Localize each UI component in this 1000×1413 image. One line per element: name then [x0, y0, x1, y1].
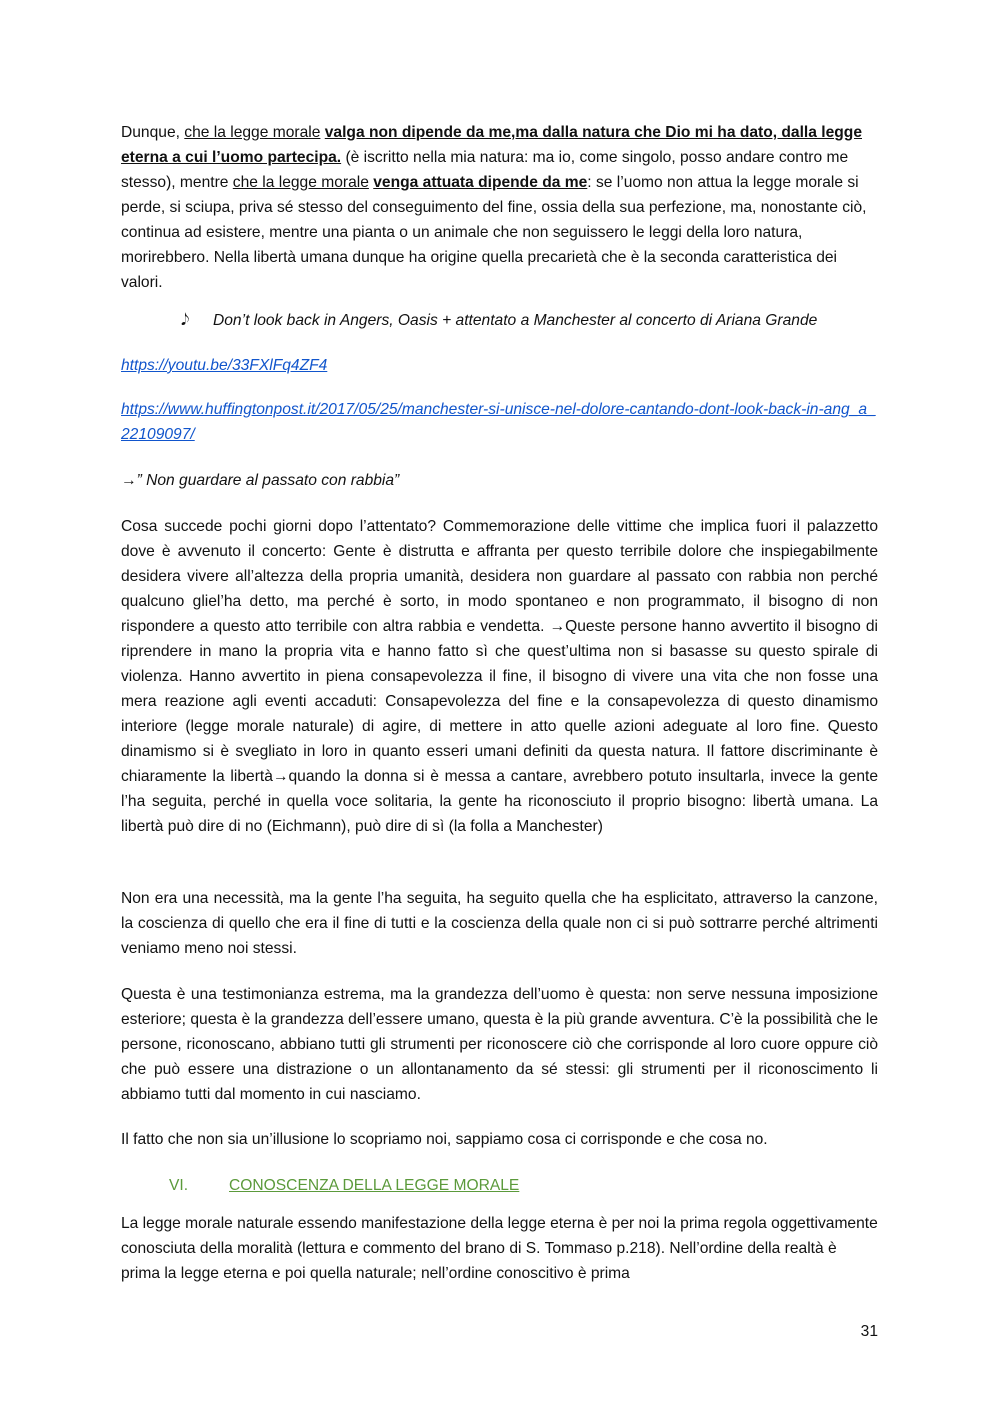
paragraph-testimonianza: Questa è una testimonianza estrema, ma la grandezza dell’uomo è questa: non serve nessuna imposizione esteriore; questa è la grandezza dell’essere umano, questa è la più grande avventura. C’è la possibilità che le persone, riconoscano, abbiano tutti gli strumenti per riconoscere ciò che corrisponde al loro cuore oppure ciò che può essere una distrazione o un allontanamento da sé stessi: gli strumenti per il riconoscimento li abbiamo tutti dal momento in cui nasciamo.: [121, 986, 878, 1103]
underlined-text: che la legge morale: [232, 174, 369, 191]
text-run: Dunque,: [121, 124, 185, 141]
paragraph-commemorazione: Cosa succede pochi giorni dopo l’attentato? Commemorazione delle vittime che implica fuori il palazzetto dove è avvenuto il concerto: Gente è distrutta e affranta per questo terribile dolore che inspiegabilmente desidera vivere all’altezza della propria umanità, desidera non guardare al passato con rabbia non perché qualcuno gliel’ha detto, ma perché è sorto, in modo spontaneo e non programmato, il bisogno di non rispondere a questo atto terribile con altra rabbia e vendetta. →Queste persone hanno avvertito il bisogno di riprendere in mano la propria vita e hanno fatto sì che quest’ultima non si basasse su questo spirale di violenza. Hanno avvertito in piena consapevolezza il fine, il bisogno di vivere una vita che non fosse una mera reazione agli eventi accaduti: Consapevolezza del fine e la consapevolezza di questo dinamismo interiore (legge morale naturale) di agire, di mettere in atto quelle azioni adeguate al loro fine. Questo dinamismo si è svegliato in loro in quanto esseri umani definiti da questa natura. Il fattore discriminante è chiaramente la libertà→quando la donna si è messa a cantare, avrebbero potuto insultarla, invece la gente l’ha seguita, perché in quella voce solitaria, la gente ha riconosciuto il proprio bisogno: libertà umana. La libertà può dire di no (Eichmann), può dire di sì (la folla a Manchester): [121, 518, 878, 835]
music-note-icon: 𝅘𝅥𝅮: [181, 312, 190, 329]
text-run: (è iscritto nella mia natura: ma io, come singolo, posso andare contro me stesso), mentre: [121, 149, 849, 191]
song-title: Don’t look back in Angers, Oasis + attentato a Manchester al concerto di Ariana Grande: [213, 312, 818, 329]
huffingtonpost-link[interactable]: https://www.huffingtonpost.it/2017/05/25/manchester-si-unisce-nel-dolore-cantando-dont-look-back-in-ang_a_22109097/: [121, 401, 876, 443]
paragraph-necessita: Non era una necessità, ma la gente l’ha seguita, ha seguito quella che ha esplicitato, attraverso la canzone, la coscienza di quello che era il fine di tutti e la coscienza della quale non ci si può sottrarre perché altrimenti veniamo meno noi stessi.: [121, 890, 878, 957]
section-heading: [169, 1173, 519, 1198]
youtube-link[interactable]: https://youtu.be/33FXlFq4ZF4: [121, 357, 328, 374]
text-run: : se l’uomo non attua la legge morale si perde, si sciupa, priva sé stesso del conseguimento del fine, ossia della sua perfezione, ma, nonostante ciò, continua ad esistere, mentre una pianta o un animale che non seguissero le leggi della loro natura, morirebbero. Nella libertà umana dunque ha origine quella precarietà che è la seconda caratteristica dei valori.: [121, 174, 867, 291]
page-number: 31: [860, 1323, 878, 1340]
bold-underlined-text: venga attuata dipende da me: [373, 174, 588, 191]
paragraph-illusione: Il fatto che non sia un’illusione lo scopriamo noi, sappiamo cosa ci corrisponde e che cosa no.: [121, 1131, 768, 1148]
paragraph-legge-naturale: La legge morale naturale essendo manifestazione della legge eterna è per noi la prima regola oggettivamente conosciuta della moralità (lettura e commento del brano di S. Tommaso p.218). Nell’ordine della realtà è prima la legge eterna e poi quella naturale; nell’ordine conoscitivo è prima: [121, 1215, 878, 1282]
quote-line: →” Non guardare al passato con rabbia”: [121, 472, 400, 489]
underlined-text: che la legge morale: [184, 124, 321, 141]
paragraph-legge-morale: [121, 120, 878, 295]
bold-underlined-text: valga non dipende da me,ma dalla natura che Dio mi ha dato, dalla legge eterna a cui l’uomo partecipa.: [121, 124, 862, 166]
section-title: CONOSCENZA DELLA LEGGE MORALE: [229, 1177, 520, 1194]
section-number: VI.: [169, 1177, 189, 1194]
song-line: [181, 308, 881, 333]
